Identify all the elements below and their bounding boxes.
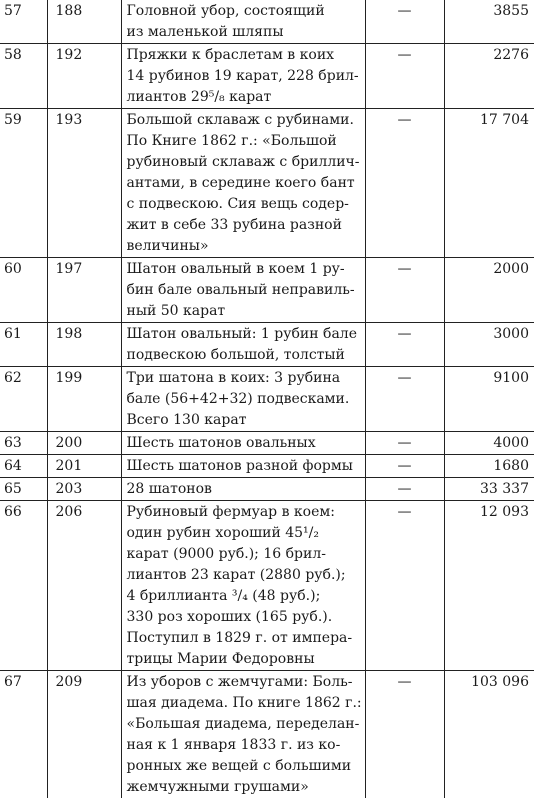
row-number-cell: 67 bbox=[0, 671, 47, 798]
description-line: Шесть шатонов разной формы bbox=[127, 456, 361, 477]
inventory-number-cell: 209 bbox=[47, 671, 121, 798]
description-line: 330 роз хороших (165 руб.). bbox=[127, 607, 361, 628]
row-number-cell: 66 bbox=[0, 501, 47, 671]
inventory-number-cell: 201 bbox=[47, 455, 121, 478]
value-cell: 9100 bbox=[444, 367, 534, 432]
description-line: Головной убор, состоящий bbox=[127, 1, 361, 22]
description-line: шая диадема. По книге 1862 г.: bbox=[127, 693, 361, 714]
dash-cell: — bbox=[365, 323, 444, 367]
row-number-cell: 57 bbox=[0, 0, 47, 44]
dash-cell: — bbox=[365, 478, 444, 501]
description-cell bbox=[121, 671, 365, 798]
table-row bbox=[0, 501, 534, 671]
value-cell: 3855 bbox=[444, 0, 534, 44]
description-line: Три шатона в коих: 3 рубина bbox=[127, 368, 361, 389]
description-line: антами, в середине коего бант bbox=[127, 173, 361, 194]
description-line: карат (9000 руб.); 16 брил- bbox=[127, 544, 361, 565]
description-line: Шесть шатонов овальных bbox=[127, 433, 361, 454]
row-number-cell: 60 bbox=[0, 258, 47, 323]
dash-cell: — bbox=[365, 44, 444, 109]
description-line: ный 50 карат bbox=[127, 301, 361, 322]
description-cell bbox=[121, 44, 365, 109]
description-line: 28 шатонов bbox=[127, 479, 361, 500]
description-line: с подвескою. Сия вещь содер- bbox=[127, 194, 361, 215]
table-row bbox=[0, 367, 534, 432]
inventory-number-cell: 206 bbox=[47, 501, 121, 671]
description-cell bbox=[121, 367, 365, 432]
dash-cell: — bbox=[365, 109, 444, 258]
row-number-cell: 59 bbox=[0, 109, 47, 258]
value-cell: 4000 bbox=[444, 432, 534, 455]
value-cell: 2000 bbox=[444, 258, 534, 323]
table-row bbox=[0, 432, 534, 455]
description-cell bbox=[121, 501, 365, 671]
description-line: 14 рубинов 19 карат, 228 брил- bbox=[127, 66, 361, 87]
description-line: из маленькой шляпы bbox=[127, 22, 361, 43]
description-cell bbox=[121, 109, 365, 258]
value-cell: 33 337 bbox=[444, 478, 534, 501]
row-number-cell: 63 bbox=[0, 432, 47, 455]
inventory-number-cell: 199 bbox=[47, 367, 121, 432]
inventory-number-cell: 203 bbox=[47, 478, 121, 501]
dash-cell: — bbox=[365, 0, 444, 44]
inventory-number-cell: 200 bbox=[47, 432, 121, 455]
table-row bbox=[0, 0, 534, 44]
description-line: трицы Марии Федоровны bbox=[127, 649, 361, 670]
description-line: жит в себе 33 рубина разной bbox=[127, 215, 361, 236]
description-line: ная к 1 января 1833 г. из ко- bbox=[127, 735, 361, 756]
inventory-number-cell: 188 bbox=[47, 0, 121, 44]
inventory-number-cell: 192 bbox=[47, 44, 121, 109]
description-line: Большой склаваж с рубинами. bbox=[127, 110, 361, 131]
row-number-cell: 64 bbox=[0, 455, 47, 478]
description-cell bbox=[121, 455, 365, 478]
description-line: По Книге 1862 г.: «Большой bbox=[127, 131, 361, 152]
description-line: лиантов 29⁵/₈ карат bbox=[127, 87, 361, 108]
value-cell: 103 096 bbox=[444, 671, 534, 798]
description-cell bbox=[121, 258, 365, 323]
inventory-number-cell: 193 bbox=[47, 109, 121, 258]
table-row bbox=[0, 671, 534, 798]
dash-cell: — bbox=[365, 432, 444, 455]
description-line: Пряжки к браслетам в коих bbox=[127, 45, 361, 66]
table-row bbox=[0, 109, 534, 258]
table-row bbox=[0, 478, 534, 501]
description-line: 4 бриллианта ³/₄ (48 руб.); bbox=[127, 586, 361, 607]
dash-cell: — bbox=[365, 367, 444, 432]
description-line: «Большая диадема, переделан- bbox=[127, 714, 361, 735]
dash-cell: — bbox=[365, 501, 444, 671]
row-number-cell: 58 bbox=[0, 44, 47, 109]
description-line: величины» bbox=[127, 236, 361, 257]
dash-cell: — bbox=[365, 671, 444, 798]
description-line: Из уборов с жемчугами: Боль- bbox=[127, 672, 361, 693]
inventory-number-cell: 198 bbox=[47, 323, 121, 367]
description-line: лиантов 23 карат (2880 руб.); bbox=[127, 565, 361, 586]
dash-cell: — bbox=[365, 455, 444, 478]
description-cell bbox=[121, 323, 365, 367]
row-number-cell: 61 bbox=[0, 323, 47, 367]
description-cell bbox=[121, 0, 365, 44]
dash-cell: — bbox=[365, 258, 444, 323]
table-row bbox=[0, 44, 534, 109]
table-row bbox=[0, 323, 534, 367]
inventory-number-cell: 197 bbox=[47, 258, 121, 323]
description-line: Поступил в 1829 г. от импера- bbox=[127, 628, 361, 649]
value-cell: 3000 bbox=[444, 323, 534, 367]
description-line: один рубин хороший 45¹/₂ bbox=[127, 523, 361, 544]
description-line: Шатон овальный в коем 1 ру- bbox=[127, 259, 361, 280]
value-cell: 1680 bbox=[444, 455, 534, 478]
description-line: Всего 130 карат bbox=[127, 410, 361, 431]
description-cell bbox=[121, 432, 365, 455]
table-row bbox=[0, 258, 534, 323]
description-line: бале (56+42+32) подвесками. bbox=[127, 389, 361, 410]
table-row bbox=[0, 455, 534, 478]
description-cell bbox=[121, 478, 365, 501]
description-line: бин бале овальный неправиль- bbox=[127, 280, 361, 301]
description-line: жемчужными грушами» bbox=[127, 777, 361, 798]
row-number-cell: 65 bbox=[0, 478, 47, 501]
description-line: Шатон овальный: 1 рубин бале bbox=[127, 324, 361, 345]
value-cell: 12 093 bbox=[444, 501, 534, 671]
description-line: подвескою большой, толстый bbox=[127, 345, 361, 366]
value-cell: 2276 bbox=[444, 44, 534, 109]
description-line: рубиновый склаваж с бриллич- bbox=[127, 152, 361, 173]
description-line: ронных же вещей с большими bbox=[127, 756, 361, 777]
description-line: Рубиновый фермуар в коем: bbox=[127, 502, 361, 523]
value-cell: 17 704 bbox=[444, 109, 534, 258]
row-number-cell: 62 bbox=[0, 367, 47, 432]
